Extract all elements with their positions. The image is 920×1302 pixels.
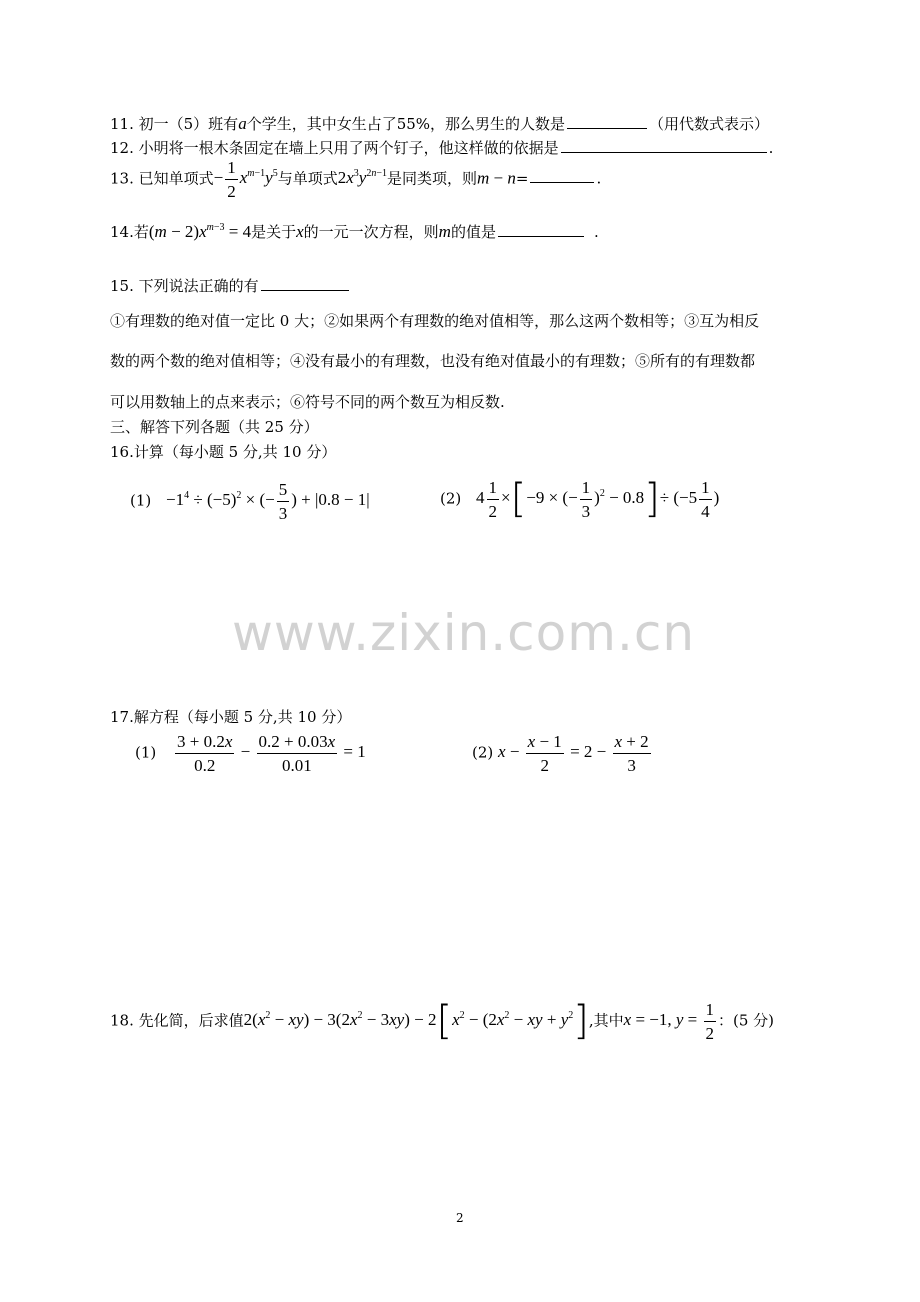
math-expression: $2(x^2 - xy) - 3(2x^2 - 3xy) - 2[x^2 - (2x^2$ − xy + $y^2$]: [243, 998, 589, 1045]
math-expression: x − $\frac{x - 1}{2}$ = 2 − $\frac{x + 2}{3}$: [498, 732, 649, 775]
question-15-statement-line: ①有理数的绝对值一定比 0 大；②如果两个有理数的绝对值相等，那么这两个数相等；③互为相反: [110, 312, 760, 330]
question-13: [110, 158, 601, 201]
answer-blank[interactable]: [567, 114, 647, 129]
watermark: www.zixin.com.cn: [232, 604, 696, 662]
question-number: 14.: [110, 223, 134, 241]
question-11: [110, 114, 769, 132]
question-16-title: 16.计算（每小题 5 分,共 10 分）: [110, 443, 337, 461]
question-16-part-1: [130, 480, 370, 523]
score-note: ：(5 分): [718, 1011, 775, 1030]
section-heading: 三、解答下列各题（共 25 分）: [110, 418, 319, 436]
equals-sign: =: [515, 169, 529, 188]
question-text: 下列说法正确的有: [138, 277, 259, 295]
math-expression: 4 $\frac{1}{2}$ ×[−9 × (− $\frac{1}{3}$ )$^2$ − 0.8]÷ (−5 $\frac{1}{4}$ ): [476, 476, 720, 523]
math-expression: x = −1, y = $\frac{1}{2}$: [623, 1000, 715, 1043]
question-15-statement-line: 数的两个数的绝对值相等；④没有最小的有理数，也没有绝对值最小的有理数；⑤所有的有理数都: [110, 352, 756, 370]
math-expression: $2x^3y^{2n-1}$: [337, 168, 387, 188]
part-label: (2): [440, 489, 462, 508]
question-text: （用代数式表示）: [649, 115, 770, 133]
math-expression: $\frac{3 + 0.2x}{0.2}$ − $\frac{0.2 + 0.03x}{0.01}$ = 1: [177, 732, 366, 775]
question-text: 是同类项，则: [386, 169, 477, 188]
question-text: 是关于: [251, 223, 297, 241]
answer-blank[interactable]: [561, 138, 767, 153]
question-number: 15.: [110, 277, 134, 295]
question-15: [110, 276, 351, 294]
math-variable: m: [438, 222, 451, 241]
math-variable: a: [238, 114, 247, 133]
math-expression: $(m - 2)x^{m-3} = 4$: [148, 222, 252, 241]
answer-blank[interactable]: [261, 276, 349, 291]
question-text: 初一（5）班有: [138, 115, 239, 133]
part-label: (2): [472, 743, 494, 762]
question-15-statement-line: 可以用数轴上的点来表示；⑥符号不同的两个数互为相反数.: [110, 393, 505, 411]
period: .: [768, 139, 774, 157]
question-text: 的一元一次方程，则: [303, 223, 439, 241]
question-text: 的值是: [450, 223, 496, 241]
question-12: [110, 138, 773, 156]
question-text: 若: [133, 223, 149, 241]
question-14: [110, 222, 599, 240]
question-text: 与单项式: [277, 169, 338, 188]
question-text: ,其中: [588, 1011, 624, 1030]
question-text: 个学生，其中女生占了55%，那么男生的人数是: [246, 115, 566, 133]
question-text: 小明将一根木条固定在墙上只用了两个钉子，他这样做的依据是: [138, 139, 559, 157]
math-variable: x: [296, 222, 304, 241]
page-number: 2: [456, 1211, 464, 1225]
math-expression: − $\frac{1}{2}$ $x^{m-1}y^5$: [213, 158, 278, 201]
math-expression: $-1^4 \div (-5)^2$ × (− $\frac{5}{3}$ ) + |0.8 − 1|: [166, 480, 370, 523]
period: .: [593, 223, 599, 241]
period: .: [596, 169, 602, 188]
question-17-title: 17.解方程（每小题 5 分,共 10 分）: [110, 708, 352, 726]
part-label: (1): [135, 743, 157, 762]
question-17-part-1: [135, 732, 366, 775]
question-text: 已知单项式: [138, 169, 214, 188]
math-expression: m − n: [476, 168, 516, 188]
question-number: 11.: [110, 115, 134, 133]
question-16-part-2: [440, 478, 719, 521]
question-17-part-2: [472, 732, 653, 775]
part-label: (1): [130, 491, 152, 510]
question-number: 18.: [110, 1011, 134, 1030]
question-text: 先化简，后求值: [138, 1011, 244, 1030]
question-number: 12.: [110, 139, 134, 157]
answer-blank[interactable]: [498, 222, 584, 237]
question-number: 13.: [110, 169, 134, 188]
answer-blank[interactable]: [530, 168, 594, 183]
question-18: [110, 1000, 774, 1043]
